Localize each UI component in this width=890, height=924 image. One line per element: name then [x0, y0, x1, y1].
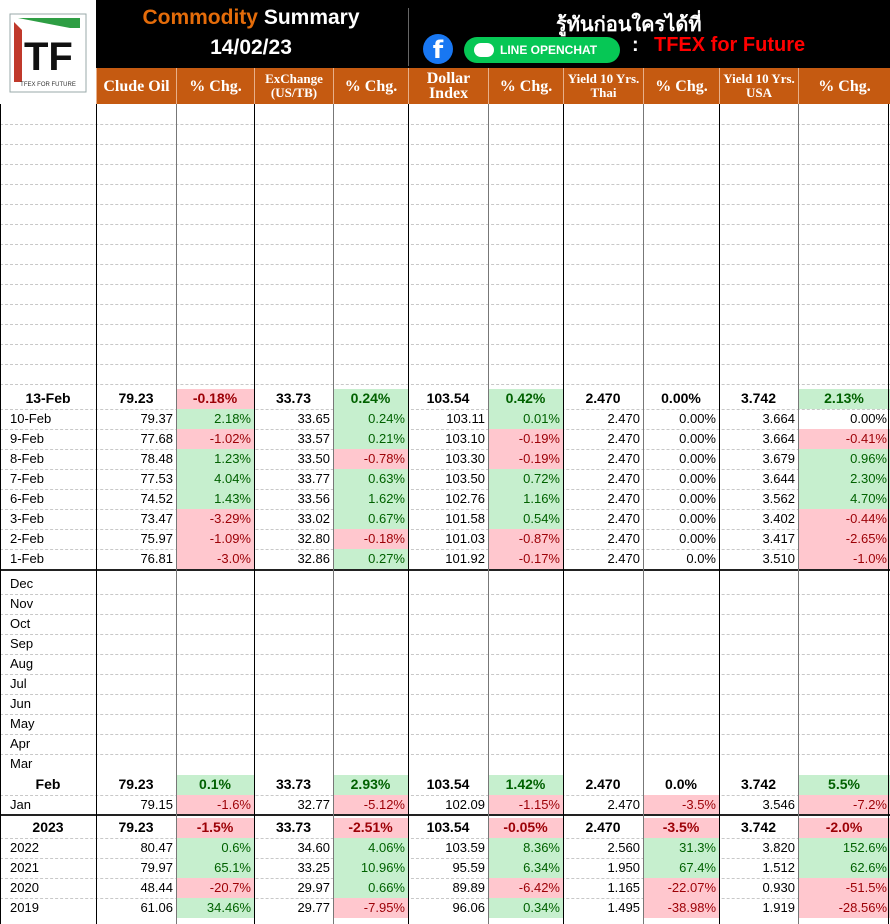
value-cell: 103.54 — [426, 390, 470, 406]
pct-change-cell: 2.18% — [176, 409, 254, 429]
col-header-dollar-index: Dollar Index — [408, 68, 488, 104]
title-divider — [408, 8, 409, 66]
pct-change-cell: 1.16% — [488, 489, 563, 509]
column-border — [408, 104, 409, 924]
value-cell: 1.919 — [762, 900, 795, 915]
grid-line — [0, 224, 890, 225]
grid-line — [0, 674, 890, 675]
value-cell: 33.02 — [297, 511, 330, 526]
pct-change-cell: 0.00% — [679, 451, 716, 466]
pct-change-cell: -0.44% — [798, 509, 890, 529]
value-cell: 33.25 — [297, 860, 330, 875]
pct-change-cell: 31.3% — [643, 838, 719, 858]
value-cell: 1.950 — [607, 860, 640, 875]
col-header-chg: % Chg. — [798, 68, 890, 104]
pct-change-cell: 6.34% — [488, 858, 563, 878]
grid-line — [0, 594, 890, 595]
pct-change-cell: -3.0% — [176, 549, 254, 569]
pct-change-cell: 0.00% — [679, 411, 716, 426]
column-border — [719, 104, 720, 924]
row-label: 13-Feb — [25, 390, 71, 406]
line-openchat-button[interactable] — [464, 37, 620, 63]
grid-line — [0, 654, 890, 655]
pct-change-cell: 0.00% — [661, 390, 701, 406]
pct-change-cell: 1.42% — [488, 775, 563, 795]
pct-change-cell: -0.19% — [488, 449, 563, 469]
value-cell: 102.76 — [445, 491, 485, 506]
value-cell: 103.54 — [426, 819, 470, 835]
row-label: 2-Feb — [10, 531, 44, 546]
pct-change-cell: -1.02% — [176, 429, 254, 449]
value-cell: 80.47 — [140, 840, 173, 855]
value-cell: 103.59 — [445, 840, 485, 855]
col-header-chg: % Chg. — [176, 68, 254, 104]
title-rest: Summary — [263, 6, 360, 29]
grid-line — [0, 184, 890, 185]
grid-line — [0, 364, 890, 365]
tf-logo-icon — [0, 0, 96, 104]
pct-change-cell: 0.00% — [679, 471, 716, 486]
title-bar — [96, 0, 890, 68]
pct-change-cell: 0.24% — [333, 409, 408, 429]
value-cell: 2.470 — [607, 511, 640, 526]
month-label: May — [10, 716, 35, 731]
value-cell: 3.402 — [762, 511, 795, 526]
month-label: Mar — [10, 756, 33, 771]
pct-change-cell: 4.70% — [798, 489, 890, 509]
value-cell: 33.77 — [297, 471, 330, 486]
month-label: Nov — [10, 596, 34, 611]
value-cell: 33.65 — [297, 411, 330, 426]
month-label: Oct — [10, 616, 31, 631]
grid-line — [0, 244, 890, 245]
month-label: Apr — [10, 736, 31, 751]
grid-line — [0, 694, 890, 695]
channel-name[interactable]: TFEX for Future — [654, 34, 806, 56]
pct-change-cell: -0.18% — [333, 529, 408, 549]
value-cell: 29.77 — [297, 900, 330, 915]
col-header-yield-thai: Yield 10 Yrs. Thai — [563, 68, 643, 104]
value-cell: 79.97 — [140, 860, 173, 875]
pct-change-cell: -2.51% — [333, 818, 408, 838]
row-label: 2022 — [10, 840, 39, 855]
grid-line — [0, 614, 890, 615]
pct-change-cell: -1.5% — [176, 818, 254, 838]
grid-line — [0, 384, 890, 385]
pct-change-cell: 0.96% — [798, 449, 890, 469]
grid-line — [0, 144, 890, 145]
row-label: 9-Feb — [10, 431, 44, 446]
channel-separator: : — [632, 34, 639, 56]
pct-change-cell: -0.78% — [333, 449, 408, 469]
pct-change-cell: 0.72% — [488, 469, 563, 489]
row-label: 7-Feb — [10, 471, 44, 486]
line-chat-icon — [474, 43, 494, 57]
pct-change-cell: -7.2% — [798, 795, 890, 815]
month-label: Jul — [10, 676, 27, 691]
pct-change-cell: -0.41% — [798, 429, 890, 449]
pct-change-cell: 0.00% — [850, 411, 887, 426]
pct-change-cell: 0.27% — [333, 549, 408, 569]
month-label: Jun — [10, 696, 31, 711]
column-border — [176, 104, 177, 924]
grid-line — [0, 754, 890, 755]
month-label: Sep — [10, 636, 34, 651]
value-cell: 3.742 — [740, 819, 777, 835]
value-cell: 33.50 — [297, 451, 330, 466]
value-cell: 76.81 — [140, 551, 173, 566]
pct-change-cell: -3.29% — [176, 509, 254, 529]
grid-line — [0, 714, 890, 715]
pct-change-cell: -3.5% — [643, 795, 719, 815]
value-cell: 3.742 — [740, 776, 777, 792]
line-label: LINE OPENCHAT — [500, 43, 598, 57]
pct-change-cell: -38.98% — [643, 898, 719, 918]
grid-line — [0, 634, 890, 635]
grid-line — [0, 284, 890, 285]
pct-change-cell: 0.00% — [679, 531, 716, 546]
value-cell: 33.73 — [275, 390, 312, 406]
pct-change-cell: 0.6% — [176, 838, 254, 858]
value-cell: 33.56 — [297, 491, 330, 506]
pct-change-cell: 2.30% — [798, 469, 890, 489]
pct-change-cell: -2.65% — [798, 529, 890, 549]
pct-change-cell: -51.5% — [798, 878, 890, 898]
pct-change-cell: 0.01% — [488, 409, 563, 429]
value-cell: 79.23 — [118, 390, 154, 406]
value-cell: 2.470 — [607, 451, 640, 466]
column-border — [488, 104, 489, 924]
pct-change-cell: 65.1% — [176, 858, 254, 878]
row-label: 8-Feb — [10, 451, 44, 466]
col-header-chg: % Chg. — [333, 68, 408, 104]
col-header-chg: % Chg. — [488, 68, 563, 104]
pct-change-cell: 4.04% — [176, 469, 254, 489]
page-title — [136, 6, 366, 30]
pct-change-cell: 0.34% — [488, 898, 563, 918]
pct-change-cell: 0.63% — [333, 469, 408, 489]
section-divider — [0, 569, 890, 571]
value-cell: 73.47 — [140, 511, 173, 526]
pct-change-cell: -2.0% — [798, 818, 890, 838]
month-label: Dec — [10, 576, 34, 591]
value-cell: 2.470 — [607, 797, 640, 812]
value-cell: 103.10 — [445, 431, 485, 446]
section-divider — [0, 814, 890, 816]
value-cell: 3.664 — [762, 411, 795, 426]
value-cell: 89.89 — [452, 880, 485, 895]
value-cell: 3.679 — [762, 451, 795, 466]
column-border — [0, 104, 1, 924]
grid-line — [0, 124, 890, 125]
pct-change-cell: 34.46% — [176, 898, 254, 918]
value-cell: 2.470 — [607, 491, 640, 506]
pct-change-cell: -0.17% — [488, 549, 563, 569]
pct-change-cell: -3.5% — [643, 818, 719, 838]
col-header-exchange: ExChange (US/TB) — [254, 68, 333, 104]
value-cell: 95.59 — [452, 860, 485, 875]
pct-change-cell: 0.00% — [679, 491, 716, 506]
row-label: 2019 — [10, 900, 39, 915]
value-cell: 29.97 — [297, 880, 330, 895]
value-cell: 2.470 — [607, 431, 640, 446]
value-cell: 79.23 — [118, 819, 154, 835]
facebook-icon[interactable]: f — [423, 34, 453, 64]
value-cell: 1.495 — [607, 900, 640, 915]
col-header-yield-usa: Yield 10 Yrs. USA — [719, 68, 798, 104]
pct-change-cell: 10.96% — [333, 858, 408, 878]
grid-line — [0, 304, 890, 305]
value-cell: 32.80 — [297, 531, 330, 546]
row-label: Jan — [10, 797, 31, 812]
pct-change-cell: 0.66% — [333, 878, 408, 898]
value-cell: 1.512 — [762, 860, 795, 875]
column-border — [888, 104, 889, 924]
grid-line — [0, 324, 890, 325]
value-cell: 0.930 — [762, 880, 795, 895]
row-label: 2023 — [32, 819, 64, 835]
value-cell: 2.470 — [585, 819, 621, 835]
value-cell: 3.644 — [762, 471, 795, 486]
pct-change-cell: -7.95% — [333, 898, 408, 918]
grid-line — [0, 204, 890, 205]
pct-change-cell: 2.93% — [333, 775, 408, 795]
value-cell: 103.50 — [445, 471, 485, 486]
pct-change-cell: 1.43% — [176, 489, 254, 509]
column-border — [563, 104, 564, 924]
pct-change-cell: 5.5% — [798, 775, 890, 795]
value-cell: 3.742 — [740, 390, 777, 406]
column-border — [798, 104, 799, 924]
pct-change-cell: -20.7% — [176, 878, 254, 898]
value-cell: 101.03 — [445, 531, 485, 546]
pct-change-cell: -0.19% — [488, 429, 563, 449]
pct-change-cell: -0.87% — [488, 529, 563, 549]
pct-change-cell: 1.23% — [176, 449, 254, 469]
pct-change-cell: 2.13% — [798, 389, 890, 409]
column-border — [254, 104, 255, 924]
pct-change-cell: 0.42% — [488, 389, 563, 409]
value-cell: 3.546 — [762, 797, 795, 812]
grid-line — [0, 164, 890, 165]
pct-change-cell: -28.56% — [798, 898, 890, 918]
pct-change-cell: 8.36% — [488, 838, 563, 858]
value-cell: 77.53 — [140, 471, 173, 486]
value-cell: 2.470 — [585, 390, 621, 406]
value-cell: 1.165 — [607, 880, 640, 895]
pct-change-cell: 0.67% — [333, 509, 408, 529]
grid-line — [0, 264, 890, 265]
pct-change-cell: -0.05% — [488, 818, 563, 838]
pct-change-cell: 4.06% — [333, 838, 408, 858]
value-cell: 79.37 — [140, 411, 173, 426]
value-cell: 61.06 — [140, 900, 173, 915]
value-cell: 78.48 — [140, 451, 173, 466]
logo-subtitle: TFEX FOR FUTURE — [20, 82, 76, 88]
value-cell: 3.820 — [762, 840, 795, 855]
col-header-crude-oil: Clude Oil — [96, 68, 176, 104]
pct-change-cell: 67.4% — [643, 858, 719, 878]
value-cell: 77.68 — [140, 431, 173, 446]
value-cell: 101.92 — [445, 551, 485, 566]
value-cell: 74.52 — [140, 491, 173, 506]
pct-change-cell: 0.21% — [333, 429, 408, 449]
value-cell: 3.510 — [762, 551, 795, 566]
value-cell: 79.23 — [118, 776, 154, 792]
value-cell: 2.560 — [607, 840, 640, 855]
value-cell: 33.73 — [275, 819, 312, 835]
svg-text:TF: TF — [24, 35, 73, 79]
pct-change-cell: 0.00% — [679, 431, 716, 446]
value-cell: 79.15 — [140, 797, 173, 812]
pct-change-cell: 0.24% — [333, 389, 408, 409]
value-cell: 3.664 — [762, 431, 795, 446]
pct-change-cell: -1.15% — [488, 795, 563, 815]
grid-line — [0, 344, 890, 345]
row-label: 6-Feb — [10, 491, 44, 506]
pct-change-cell: 0.00% — [679, 511, 716, 526]
value-cell: 103.30 — [445, 451, 485, 466]
pct-change-cell: -5.12% — [333, 795, 408, 815]
value-cell: 96.06 — [452, 900, 485, 915]
tfex-logo — [0, 0, 97, 104]
pct-change-cell: 152.6% — [798, 838, 890, 858]
value-cell: 103.54 — [426, 776, 470, 792]
value-cell: 2.470 — [585, 776, 621, 792]
report-date: 14/02/23 — [210, 36, 292, 59]
row-label: 2021 — [10, 860, 39, 875]
value-cell: 2.470 — [607, 551, 640, 566]
slogan: รู้ทันก่อนใครได้ที่ — [556, 14, 702, 36]
pct-change-cell: -1.09% — [176, 529, 254, 549]
pct-change-cell: -6.42% — [488, 878, 563, 898]
col-header-chg: % Chg. — [643, 68, 719, 104]
pct-change-cell: 0.1% — [176, 775, 254, 795]
value-cell: 75.97 — [140, 531, 173, 546]
value-cell: 2.470 — [607, 531, 640, 546]
row-label: 2020 — [10, 880, 39, 895]
grid-line — [0, 734, 890, 735]
value-cell: 34.60 — [297, 840, 330, 855]
column-border — [643, 104, 644, 924]
pct-change-cell: -1.0% — [798, 549, 890, 569]
value-cell: 33.73 — [275, 776, 312, 792]
value-cell: 2.470 — [607, 471, 640, 486]
value-cell: 32.86 — [297, 551, 330, 566]
pct-change-cell: 0.54% — [488, 509, 563, 529]
value-cell: 2.470 — [607, 411, 640, 426]
column-header-row — [96, 68, 890, 104]
row-label: 10-Feb — [10, 411, 52, 426]
pct-change-cell: -22.07% — [643, 878, 719, 898]
value-cell: 3.562 — [762, 491, 795, 506]
value-cell: 32.77 — [297, 797, 330, 812]
value-cell: 33.57 — [297, 431, 330, 446]
row-label: 1-Feb — [10, 551, 44, 566]
pct-change-cell: -0.18% — [176, 389, 254, 409]
row-label: 3-Feb — [10, 511, 44, 526]
row-label: Feb — [35, 776, 61, 792]
column-border — [96, 104, 97, 924]
value-cell: 48.44 — [140, 880, 173, 895]
pct-change-cell: 0.0% — [665, 776, 697, 792]
value-cell: 101.58 — [445, 511, 485, 526]
value-cell: 103.11 — [446, 411, 485, 426]
value-cell: 102.09 — [445, 797, 485, 812]
pct-change-cell: -1.6% — [176, 795, 254, 815]
column-border — [333, 104, 334, 924]
pct-change-cell: 62.6% — [798, 858, 890, 878]
value-cell: 3.417 — [762, 531, 795, 546]
pct-change-cell: 1.62% — [333, 489, 408, 509]
title-accent: Commodity — [142, 6, 258, 29]
pct-change-cell: 0.0% — [686, 551, 716, 566]
month-label: Aug — [10, 656, 34, 671]
